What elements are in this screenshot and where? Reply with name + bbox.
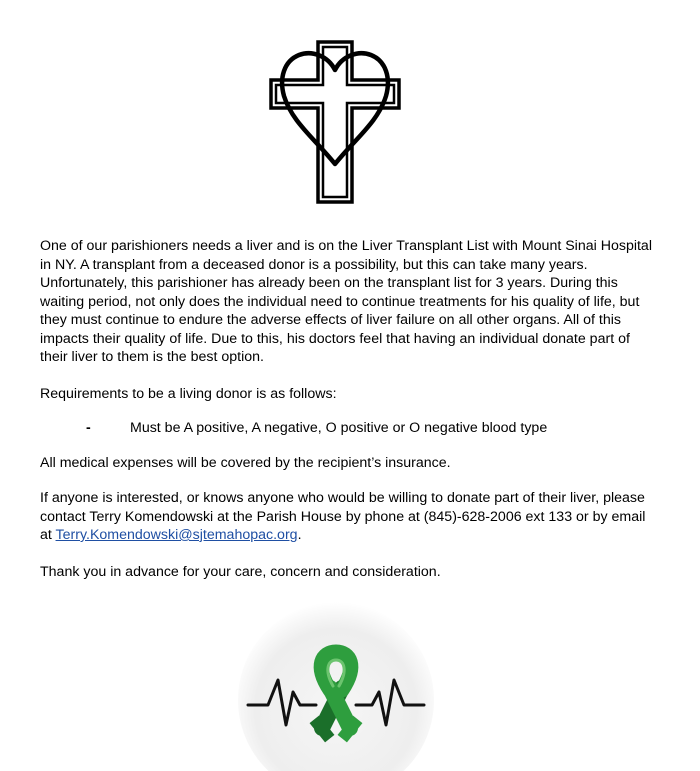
request-paragraph: One of our parishioners needs a liver and is on the Liver Transplant List with Mount Sinai Hospital in NY. A transplant from a deceased donor is a possibility, but this can take many years. Unfortunately, this parishioner has already been on the transplant list for 3 years. During this waiting period, not only does the individual need to continue treatments for his quality of life, but they must continue to endure the adverse effects of liver failure on all other organs. All of this impacts their quality of life. Due to this, his doctors feel that having an individual donate part of their liver to them is the best option. — [40, 238, 652, 365]
expenses-paragraph: All medical expenses will be covered by the recipient’s insurance. — [40, 454, 451, 471]
letter-body — [40, 237, 660, 581]
requirements-intro: Requirements to be a living donor is as follows: — [40, 385, 337, 402]
email-link[interactable]: Terry.Komendowski@sjtemahopac.org — [55, 527, 298, 543]
contact-text: If anyone is interested, or knows anyone who would be willing to donate part of their liver, please contact Terry Komendowski at the Parish House by phone at (845)-628-2006 ext 133 or by email at — [40, 490, 646, 543]
contact-end: . — [297, 527, 302, 543]
contact-paragraph — [40, 489, 660, 545]
requirement-text: Must be A positive, A negative, O positive or O negative blood type — [130, 420, 548, 436]
requirement-item — [40, 419, 660, 438]
green-ribbon-heartbeat-icon — [238, 600, 434, 771]
bullet-marker: - — [86, 420, 91, 436]
thanks-paragraph: Thank you in advance for your care, concern and consideration. — [40, 563, 441, 580]
cross-heart-icon — [266, 38, 404, 206]
